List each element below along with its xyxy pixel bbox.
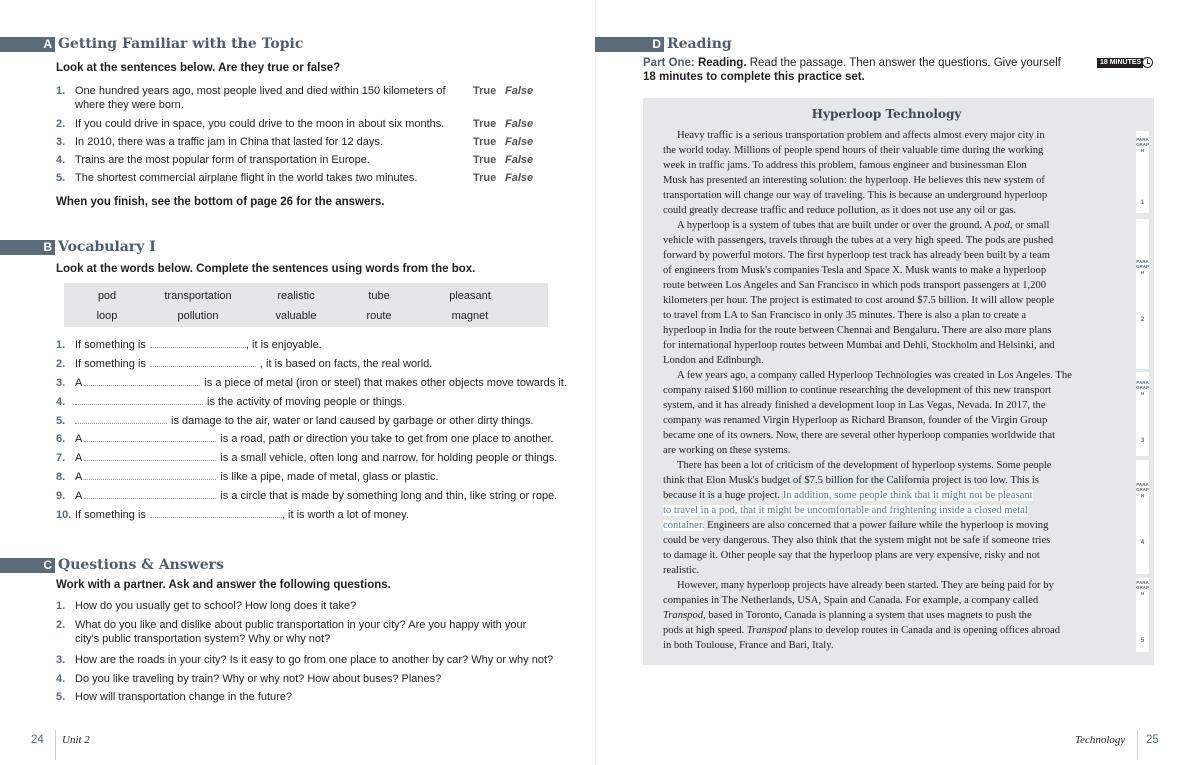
word-loop: loop — [96, 310, 118, 322]
passage-line: Musk has presented an interesting solution: the hyperloop. He believes this new system of — [663, 175, 1045, 186]
passage-line: to damage it. Other people say that the hyperloop plans are very expensive, risky and not — [663, 550, 1040, 561]
word-transportation: transportation — [164, 290, 232, 302]
question-1 — [56, 599, 556, 613]
item-number: 4. — [56, 154, 66, 166]
section-a-instruction: Look at the sentences below. Are they true or false? — [56, 62, 341, 74]
passage-line: route between Los Angeles and San Francisco in which pods transport passengers at 1,200 — [663, 280, 1047, 291]
item-number: 3. — [56, 377, 66, 389]
item-after: , it is enjoyable. — [245, 339, 322, 351]
passage-line — [663, 623, 1060, 638]
item-before: A — [75, 452, 83, 464]
clock-icon — [1142, 57, 1153, 68]
tf-item-1 — [56, 84, 556, 112]
passage-line: in both Toulouse, France and Bari, Italy. — [663, 640, 834, 651]
part-label: Part One: — [643, 57, 695, 69]
right-page-number: 25 — [1146, 734, 1159, 746]
section-b-letter: B — [43, 240, 52, 254]
page-spine — [595, 0, 596, 765]
left-footer-unit: Unit 2 — [62, 734, 90, 746]
passage-line — [663, 518, 1048, 533]
word-pleasant: pleasant — [449, 290, 491, 302]
answer-blank[interactable] — [75, 395, 203, 405]
tf-item-5 — [56, 171, 556, 185]
false-option[interactable]: False — [505, 85, 534, 97]
item-number: 1. — [56, 85, 66, 97]
line-text: Engineers are also concerned that a power failure while the hyperloop is moving — [707, 520, 1049, 531]
right-footer-divider — [1137, 730, 1138, 760]
item-number: 6. — [56, 433, 66, 445]
passage-line: think that Elon Musk's budget of $7.5 billion for the California project is too low. This is — [663, 475, 1039, 486]
section-c-instruction: Work with a partner. Ask and answer the following questions. — [56, 579, 391, 591]
word-route: route — [366, 310, 392, 322]
item-number: 7. — [56, 452, 66, 464]
passage-line: could greatly decrease traffic and reduce pollution, as it does not use any oil or gas. — [663, 205, 1017, 216]
false-option[interactable]: False — [505, 154, 534, 166]
question-text: How are the roads in your city? Is it easy to go from one place to another by car? Why or why not? — [75, 654, 554, 666]
question-text: Do you like traveling by train? Why or why not? How about buses? Planes? — [75, 673, 442, 685]
passage-line: company raised $160 million to continue researching the development of this new transport — [663, 385, 1052, 396]
item-number: 1. — [56, 339, 66, 351]
passage-line: kilometers per hour. The project is estimated to cost around $7.5 billion. It will allow people — [663, 295, 1055, 306]
passage-line: for international hyperloop routes between Mumbai and Dehli, Stockholm and Helsinki, and — [663, 340, 1055, 351]
paragraph-number: 4 — [1140, 540, 1145, 546]
item-number: 8. — [56, 471, 66, 483]
passage-line: could be very dangerous. They also think that the system might not be safe if someone tries — [663, 535, 1051, 546]
item-after: is a circle that is made by something long and thin, like string or rope. — [220, 490, 558, 502]
tf-item-2 — [56, 117, 556, 131]
paragraph-label: PARAGRAPH — [1136, 137, 1150, 153]
item-number: 5. — [56, 172, 66, 184]
highlighted-text: to travel in a pod, that it might be uncomfortable and frightening inside a closed metal — [663, 505, 1028, 516]
answer-blank[interactable] — [150, 508, 282, 518]
passage-line: London and Edinburgh. — [663, 355, 764, 366]
answer-blank[interactable] — [84, 470, 216, 480]
section-a-letter: A — [43, 37, 52, 51]
tf-item-4 — [56, 153, 556, 167]
term-pod: pod — [993, 220, 1010, 231]
paragraph-marker-3 — [1136, 372, 1149, 456]
line-text: A hyperloop is a system of tubes that are built under or over the ground. A — [677, 220, 992, 231]
highlighted-text: In addition, some people think that it might not be pleasant — [782, 490, 1033, 501]
item-after: is a small vehicle, often long and narrow, for holding people or things. — [220, 452, 558, 464]
question-text: How will transportation change in the future? — [75, 691, 293, 703]
section-d-letter: D — [652, 37, 661, 51]
section-a-title: Getting Familiar with the Topic — [58, 36, 304, 52]
true-option[interactable]: True — [473, 118, 497, 130]
paragraph-marker-1 — [1136, 131, 1149, 213]
paragraph-marker-4 — [1136, 460, 1149, 574]
question-4 — [56, 672, 556, 686]
passage-line: of engineers from Musk's companies Tesla and Space X. Musk wants to make a hyperloop — [663, 265, 1047, 276]
passage-line: are working on these systems. — [663, 445, 791, 456]
line-text: , or small — [1009, 220, 1050, 231]
passage-title: Hyperloop Technology — [811, 107, 962, 121]
item-before: A — [75, 471, 83, 483]
passage-line: transportation will change our way of traveling. This is because an underground hyperloop — [663, 190, 1048, 201]
paragraph-label: PARAGRAPH — [1136, 580, 1150, 596]
section-b-title: Vocabulary I — [58, 239, 156, 255]
answer-blank[interactable] — [75, 414, 167, 424]
true-option[interactable]: True — [473, 85, 497, 97]
item-after: is a piece of metal (iron or steel) that makes other objects move towards it. — [204, 377, 567, 389]
passage-line: However, many hyperloop projects have already been started. They are being paid for by — [677, 580, 1054, 591]
part-bold: Reading. — [697, 57, 747, 69]
false-option[interactable]: False — [505, 172, 534, 184]
answer-blank[interactable] — [150, 357, 256, 367]
passage-line: companies in The Netherlands, USA, Spain and Canada. For example, a company called — [663, 595, 1039, 606]
part-text-2: 18 minutes to complete this practice set. — [643, 71, 865, 83]
true-option[interactable]: True — [473, 172, 497, 184]
item-number: 2. — [56, 619, 66, 631]
item-before: If something is — [75, 509, 146, 521]
line-text: pods at high speed. — [663, 625, 745, 636]
item-number: 1. — [56, 600, 66, 612]
item-number: 3. — [56, 654, 66, 666]
item-number: 2. — [56, 358, 66, 370]
answer-blank[interactable] — [84, 489, 216, 499]
question-3 — [56, 653, 556, 667]
paragraph-number: 2 — [1140, 317, 1145, 323]
line-text: , based in Toronto, Canada is planning a system that uses magnets to push the — [703, 610, 1032, 621]
answer-blank[interactable] — [84, 451, 216, 461]
term-transpod: Transpod — [663, 610, 704, 621]
true-option[interactable]: True — [473, 136, 497, 148]
left-page-number: 24 — [31, 734, 44, 746]
passage-line: company was renamed Virgin Hyperloop as Richard Branson, founder of the Virgin Group — [663, 415, 1048, 426]
passage-line: system, and it has already finished a development loop in Las Vegas, Nevada. In 2017, the — [663, 400, 1046, 411]
section-a-note: When you finish, see the bottom of page 26 for the answers. — [56, 196, 385, 208]
passage-line: A few years ago, a company called Hyperloop Technologies was created in Los Angeles. The — [677, 370, 1072, 381]
word-tube: tube — [368, 290, 390, 302]
right-footer-unit: Technology — [1075, 734, 1126, 746]
left-footer-divider — [55, 730, 56, 760]
item-after: is a road, path or direction you take to get from one place to another. — [220, 433, 554, 445]
false-option[interactable]: False — [505, 136, 534, 148]
item-after: is the activity of moving people or things. — [207, 396, 406, 408]
word-box — [64, 283, 548, 327]
passage-line — [663, 608, 1032, 623]
item-before: If something is — [75, 339, 146, 351]
item-after: is like a pipe, made of metal, glass or plastic. — [220, 471, 439, 483]
paragraph-label: PARAGRAPH — [1136, 259, 1150, 275]
item-number: 5. — [56, 415, 66, 427]
passage-line — [663, 503, 1028, 518]
item-before: A — [75, 490, 83, 502]
item-number: 4. — [56, 673, 66, 685]
line-text: because it is a huge project. — [663, 490, 781, 501]
section-d-instruction — [643, 56, 1158, 84]
word-pollution: pollution — [177, 310, 219, 322]
item-text: One hundred years ago, most people lived and died within 150 kilometers of where they were born. — [75, 85, 446, 111]
answer-blank[interactable] — [84, 376, 200, 386]
paragraph-marker-5 — [1136, 578, 1149, 652]
section-c-title: Questions & Answers — [58, 557, 224, 573]
paragraph-marker-2 — [1136, 219, 1149, 369]
passage-line: There has been a lot of criticism of the development of hyperloop systems. Some people — [677, 460, 1052, 471]
line-text: plans to develop routes in Canada and is opening offices abroad — [789, 625, 1061, 636]
section-d-title: Reading — [667, 36, 732, 52]
item-number: 4. — [56, 396, 66, 408]
passage-line: realistic. — [663, 565, 700, 576]
question-2 — [56, 618, 556, 646]
true-option[interactable]: True — [473, 154, 497, 166]
answer-blank[interactable] — [150, 338, 246, 348]
word-pod: pod — [97, 290, 117, 302]
answer-blank[interactable] — [84, 432, 216, 442]
question-text: How do you usually get to school? How long does it take? — [75, 600, 357, 612]
timer-badge: 18 MINUTES — [1097, 58, 1143, 68]
word-magnet: magnet — [451, 310, 489, 322]
question-text: What do you like and dislike about public transportation in your city? Are you happy with your city's public transportation system? Why or why not? — [75, 619, 527, 645]
item-number: 10. — [56, 509, 72, 521]
section-c-letter: C — [43, 558, 52, 572]
passage-line — [677, 218, 1050, 233]
paragraph-label: PARAGRAPH — [1136, 380, 1150, 396]
item-number: 3. — [56, 136, 66, 148]
passage-line: vehicle with passengers, travels through the tubes at a very high speed. The pods are pushed — [663, 235, 1054, 246]
item-text: Trains are the most popular form of transportation in Europe. — [75, 154, 370, 166]
tf-item-3 — [56, 135, 556, 149]
item-number: 5. — [56, 691, 66, 703]
passage-line: became one of its owners. Now, there are several other hyperloop companies worldwide that — [663, 430, 1056, 441]
word-valuable: valuable — [275, 310, 317, 322]
passage-line: week in traffic jams. To address this problem, famous engineer and businessman Elon — [663, 160, 1027, 171]
part-text: Read the passage. Then answer the questions. Give yourself — [749, 57, 1061, 69]
item-text: The shortest commercial airplane flight in the world takes two minutes. — [75, 172, 418, 184]
passage-line: the world today. Millions of people spend hours of their valuable time during the working — [663, 145, 1044, 156]
highlighted-text: container. — [663, 520, 705, 531]
item-before: A — [75, 433, 83, 445]
paragraph-number: 3 — [1140, 438, 1145, 444]
passage-line: to travel from LA to San Francisco in only 35 minutes. There is also a plan to create a — [663, 310, 1027, 321]
word-realistic: realistic — [277, 290, 315, 302]
item-number: 2. — [56, 118, 66, 130]
item-number: 9. — [56, 490, 66, 502]
item-after: , it is based on facts, the real world. — [259, 358, 433, 370]
term-transpod: Transpod — [746, 625, 787, 636]
item-text: In 2010, there was a traffic jam in China that lasted for 12 days. — [75, 136, 383, 148]
paragraph-number: 1 — [1140, 200, 1145, 206]
section-b-instruction: Look at the words below. Complete the sentences using words from the box. — [56, 263, 476, 275]
question-5 — [56, 690, 556, 704]
passage-line: Heavy traffic is a serious transportation problem and affects almost every major city in — [677, 130, 1045, 141]
paragraph-label: PARAGRAPH — [1136, 482, 1150, 498]
paragraph-number: 5 — [1140, 638, 1145, 644]
passage-line — [663, 488, 1033, 503]
passage-line: hyperloop in India for the route between Chennai and Bengaluru. There are also more plans — [663, 325, 1052, 336]
item-text: If you could drive in space, you could drive to the moon in about six months. — [75, 118, 445, 130]
item-before: A — [75, 377, 83, 389]
item-before: If something is — [75, 358, 146, 370]
item-after: is damage to the air, water or land caused by garbage or other dirty things. — [171, 415, 534, 427]
item-after: , it is worth a lot of money. — [281, 509, 409, 521]
false-option[interactable]: False — [505, 118, 534, 130]
passage-line: forward by powerful motors. The first hyperloop test track has already been built by a team — [663, 250, 1050, 261]
